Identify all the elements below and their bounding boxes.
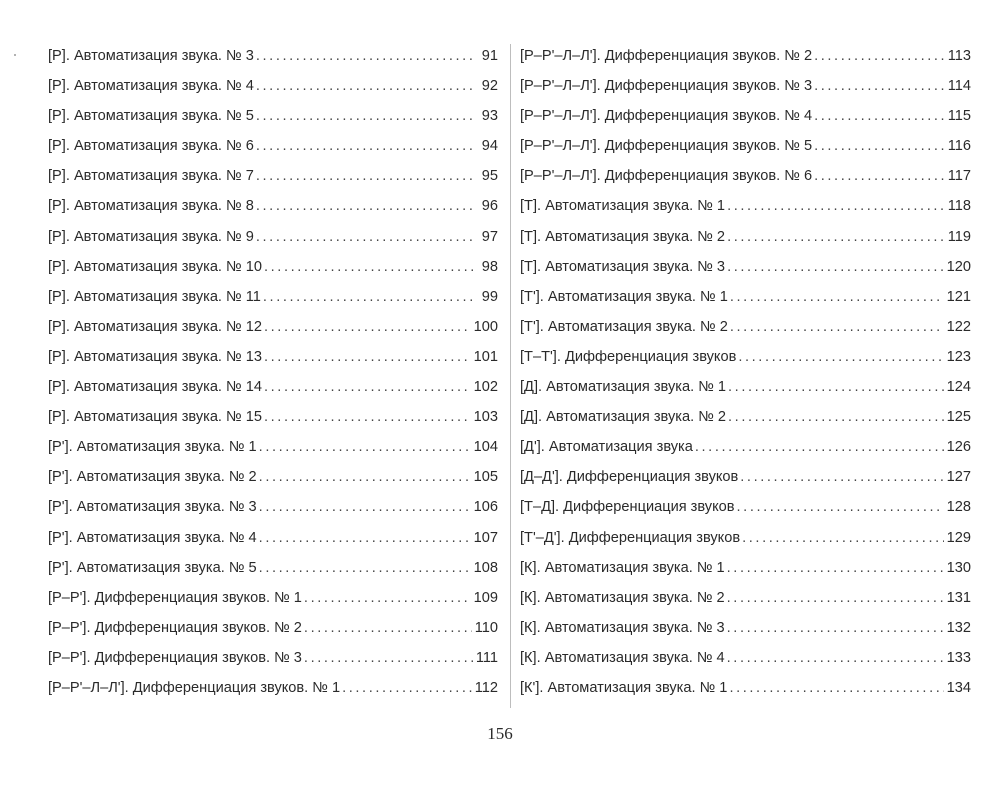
- toc-entry-page: 91: [481, 48, 498, 64]
- toc-entry-page: 101: [473, 348, 498, 365]
- toc-entry: [520, 222, 971, 252]
- toc-entry-page: 114: [947, 78, 971, 95]
- dot-leader: [742, 523, 944, 553]
- toc-entry-title: [Р–Р'–Л–Л']. Дифференциация звуков. № 4: [520, 108, 813, 125]
- toc-entry-page: 126: [946, 439, 971, 456]
- toc-entry-page: 113: [947, 48, 971, 64]
- toc-entry: [48, 312, 498, 342]
- toc-entry-page: 122: [946, 318, 971, 335]
- toc-entry-page: 115: [947, 108, 971, 125]
- toc-entry-title: [Р]. Автоматизация звука. № 10: [48, 258, 262, 275]
- toc-entry: [48, 342, 498, 372]
- dot-leader: [727, 613, 944, 643]
- toc-entry-title: [Р–Р'–Л–Л']. Дифференциация звуков. № 3: [520, 78, 813, 95]
- dot-leader: [264, 402, 471, 432]
- dot-leader: [738, 342, 943, 372]
- dot-leader: [304, 613, 472, 643]
- toc-entry-page: 103: [473, 409, 498, 426]
- toc-entry-title: [Т]. Автоматизация звука. № 3: [520, 258, 726, 275]
- dot-leader: [264, 372, 471, 402]
- dot-leader: [728, 372, 944, 402]
- toc-entry: [48, 372, 498, 402]
- toc-entry-page: 92: [481, 78, 498, 95]
- toc-entry-page: 102: [473, 379, 498, 396]
- toc-entry-title: [К']. Автоматизация звука. № 1: [520, 679, 728, 696]
- toc-entry: [520, 372, 971, 402]
- dot-leader: [256, 161, 473, 191]
- dot-leader: [814, 101, 945, 131]
- toc-entry: [48, 222, 498, 252]
- toc-entry: [48, 191, 498, 221]
- dot-leader: [740, 462, 943, 492]
- toc-entry-page: 93: [481, 108, 498, 125]
- toc-entry-title: [Р–Р']. Дифференциация звуков. № 3: [48, 649, 302, 666]
- dot-leader: [814, 71, 945, 101]
- dot-leader: [264, 342, 471, 372]
- toc-entry-page: 134: [946, 679, 971, 696]
- toc-entry-page: 100: [473, 318, 498, 335]
- toc-entry-title: [Т']. Автоматизация звука. № 1: [520, 288, 728, 305]
- toc-entry: [520, 583, 971, 613]
- toc-entry: [520, 492, 971, 522]
- toc-entry-title: [Р]. Автоматизация звука. № 7: [48, 168, 254, 185]
- toc-entry-title: [К]. Автоматизация звука. № 4: [520, 649, 725, 666]
- toc-column-right: [520, 41, 971, 703]
- dot-leader: [728, 402, 944, 432]
- toc-entry-page: 106: [473, 499, 498, 516]
- toc-entry: [520, 312, 971, 342]
- dot-leader: [727, 252, 944, 282]
- dot-leader: [259, 553, 471, 583]
- toc-entry: [48, 161, 498, 191]
- dot-leader: [259, 432, 471, 462]
- toc-entry-title: [К]. Автоматизация звука. № 3: [520, 619, 725, 636]
- toc-entry: [520, 161, 971, 191]
- toc-entry: [520, 402, 971, 432]
- toc-entry: [48, 71, 498, 101]
- dot-leader: [256, 71, 473, 101]
- dot-leader: [695, 432, 944, 462]
- dot-leader: [256, 131, 473, 161]
- toc-entry-title: [Р–Р']. Дифференциация звуков. № 2: [48, 619, 302, 636]
- toc-entry-page: 111: [475, 649, 498, 666]
- toc-entry: [48, 101, 498, 131]
- toc-entry-page: 124: [946, 379, 971, 396]
- dot-leader: [814, 161, 945, 191]
- toc-entry: [520, 553, 971, 583]
- dot-leader: [264, 252, 473, 282]
- toc-entry: [48, 553, 498, 583]
- toc-entry-title: [К]. Автоматизация звука. № 1: [520, 559, 725, 576]
- toc-entry-title: [Р–Р']. Дифференциация звуков. № 1: [48, 589, 302, 606]
- toc-entry-page: 125: [946, 409, 971, 426]
- toc-entry-title: [Т']. Автоматизация звука. № 2: [520, 318, 728, 335]
- toc-entry-title: [Р']. Автоматизация звука. № 5: [48, 559, 257, 576]
- toc-entry-title: [Р]. Автоматизация звука. № 6: [48, 138, 254, 155]
- toc-entry-page: 116: [947, 138, 971, 155]
- toc-entry: [520, 101, 971, 131]
- toc-entry: [48, 492, 498, 522]
- toc-entry-page: 130: [946, 559, 971, 576]
- dot-leader: [264, 312, 471, 342]
- toc-entry-title: [Т]. Автоматизация звука. № 1: [520, 198, 726, 215]
- toc-entry-title: [Р']. Автоматизация звука. № 2: [48, 469, 257, 486]
- dot-leader: [727, 583, 944, 613]
- dot-leader: [256, 101, 473, 131]
- toc-entry-page: 97: [481, 228, 498, 245]
- toc-entry: [48, 252, 498, 282]
- toc-entry-page: 117: [947, 168, 971, 185]
- toc-entry-title: [Д]. Автоматизация звука. № 2: [520, 409, 727, 426]
- toc-entry-title: [Т'–Д']. Дифференциация звуков: [520, 529, 741, 546]
- toc-entry-title: [Р]. Автоматизация звука. № 4: [48, 78, 254, 95]
- toc-entry-page: 128: [946, 499, 971, 516]
- toc-entry: [48, 131, 498, 161]
- toc-entry-title: [Р]. Автоматизация звука. № 15: [48, 409, 262, 426]
- toc-entry-title: [Р–Р'–Л–Л']. Дифференциация звуков. № 5: [520, 138, 813, 155]
- toc-entry-title: [Р–Р'–Л–Л']. Дифференциация звуков. № 1: [48, 679, 341, 696]
- toc-entry: [48, 643, 498, 673]
- toc-entry: [48, 402, 498, 432]
- toc-entry-page: 99: [481, 288, 498, 305]
- toc-entry-page: 110: [474, 619, 498, 636]
- toc-entry: [48, 583, 498, 613]
- toc-entry-title: [Р]. Автоматизация звука. № 5: [48, 108, 254, 125]
- toc-entry-page: 131: [946, 589, 971, 606]
- toc-entry: [520, 673, 971, 703]
- toc-entry-page: 104: [473, 439, 498, 456]
- dot-leader: [727, 222, 945, 252]
- toc-entry: [520, 282, 971, 312]
- toc-entry-page: 98: [481, 258, 498, 275]
- page-number: 156: [487, 724, 513, 743]
- dot-leader: [729, 673, 943, 703]
- toc-entry-page: 95: [481, 168, 498, 185]
- toc-entry-page: 132: [946, 619, 971, 636]
- toc-entry: [48, 673, 498, 703]
- toc-entry-title: [Д]. Автоматизация звука. № 1: [520, 379, 727, 396]
- toc-column-left: [48, 41, 498, 703]
- dot-leader: [814, 131, 945, 161]
- column-divider: [510, 44, 511, 708]
- dot-leader: [256, 222, 473, 252]
- toc-entry-page: 119: [947, 228, 971, 245]
- toc-entry: [48, 462, 498, 492]
- dot-leader: [256, 41, 473, 71]
- toc-entry-page: 109: [473, 589, 498, 606]
- dot-leader: [814, 41, 945, 71]
- toc-entry-title: [Р']. Автоматизация звука. № 3: [48, 499, 257, 516]
- toc-entry-title: [Т–Т']. Дифференциация звуков: [520, 348, 737, 365]
- toc-entry-title: [К]. Автоматизация звука. № 2: [520, 589, 725, 606]
- toc-entry: [520, 71, 971, 101]
- toc-entry: [520, 41, 971, 71]
- toc-entry-title: [Т–Д]. Дифференциация звуков: [520, 499, 735, 516]
- toc-entry-title: [Т]. Автоматизация звука. № 2: [520, 228, 726, 245]
- toc-entry: [520, 523, 971, 553]
- toc-entry-page: 123: [946, 348, 971, 365]
- toc-entry-title: [Р]. Автоматизация звука. № 3: [48, 48, 254, 64]
- toc-entry-title: [Р']. Автоматизация звука. № 1: [48, 439, 257, 456]
- toc-entry: [520, 252, 971, 282]
- toc-entry: [48, 282, 498, 312]
- toc-entry: [520, 342, 971, 372]
- toc-entry-title: [Д–Д']. Дифференциация звуков: [520, 469, 739, 486]
- dot-leader: [259, 462, 471, 492]
- toc-entry-page: 105: [473, 469, 498, 486]
- toc-entry-page: 107: [473, 529, 498, 546]
- toc-entry-title: [Р–Р'–Л–Л']. Дифференциация звуков. № 6: [520, 168, 813, 185]
- toc-entry-title: [Р]. Автоматизация звука. № 8: [48, 198, 254, 215]
- toc-entry-page: 108: [473, 559, 498, 576]
- toc-entry: [520, 131, 971, 161]
- toc-entry: [520, 643, 971, 673]
- dot-leader: [342, 673, 472, 703]
- toc-entry-title: [Р]. Автоматизация звука. № 9: [48, 228, 254, 245]
- toc-entry-title: [Р]. Автоматизация звука. № 13: [48, 348, 262, 365]
- dot-leader: [304, 583, 471, 613]
- scan-speck: [14, 54, 16, 56]
- dot-leader: [304, 643, 473, 673]
- toc-entry: [520, 613, 971, 643]
- dot-leader: [256, 191, 473, 221]
- toc-entry-page: 133: [946, 649, 971, 666]
- toc-entry-page: 94: [481, 138, 498, 155]
- toc-entry-title: [Р]. Автоматизация звука. № 12: [48, 318, 262, 335]
- toc-entry: [520, 432, 971, 462]
- toc-entry: [48, 613, 498, 643]
- dot-leader: [730, 312, 944, 342]
- toc-entry: [48, 523, 498, 553]
- toc-entry-title: [Д']. Автоматизация звука: [520, 439, 693, 456]
- dot-leader: [727, 191, 945, 221]
- dot-leader: [727, 553, 944, 583]
- toc-entry: [520, 462, 971, 492]
- toc-entry-page: 120: [946, 258, 971, 275]
- toc-entry: [48, 41, 498, 71]
- toc-entry-page: 127: [946, 469, 971, 486]
- dot-leader: [737, 492, 944, 522]
- toc-entry: [520, 191, 971, 221]
- toc-entry-page: 112: [474, 679, 498, 696]
- toc-entry-page: 129: [946, 529, 971, 546]
- toc-entry: [48, 432, 498, 462]
- dot-leader: [730, 282, 944, 312]
- toc-entry-page: 121: [946, 288, 971, 305]
- dot-leader: [259, 523, 471, 553]
- toc-entry-title: [Р–Р'–Л–Л']. Дифференциация звуков. № 2: [520, 48, 813, 64]
- toc-entry-title: [Р]. Автоматизация звука. № 11: [48, 288, 261, 305]
- dot-leader: [263, 282, 473, 312]
- toc-entry-page: 118: [947, 198, 971, 215]
- dot-leader: [727, 643, 944, 673]
- toc-entry-page: 96: [481, 198, 498, 215]
- dot-leader: [259, 492, 471, 522]
- toc-entry-title: [Р']. Автоматизация звука. № 4: [48, 529, 257, 546]
- toc-entry-title: [Р]. Автоматизация звука. № 14: [48, 379, 262, 396]
